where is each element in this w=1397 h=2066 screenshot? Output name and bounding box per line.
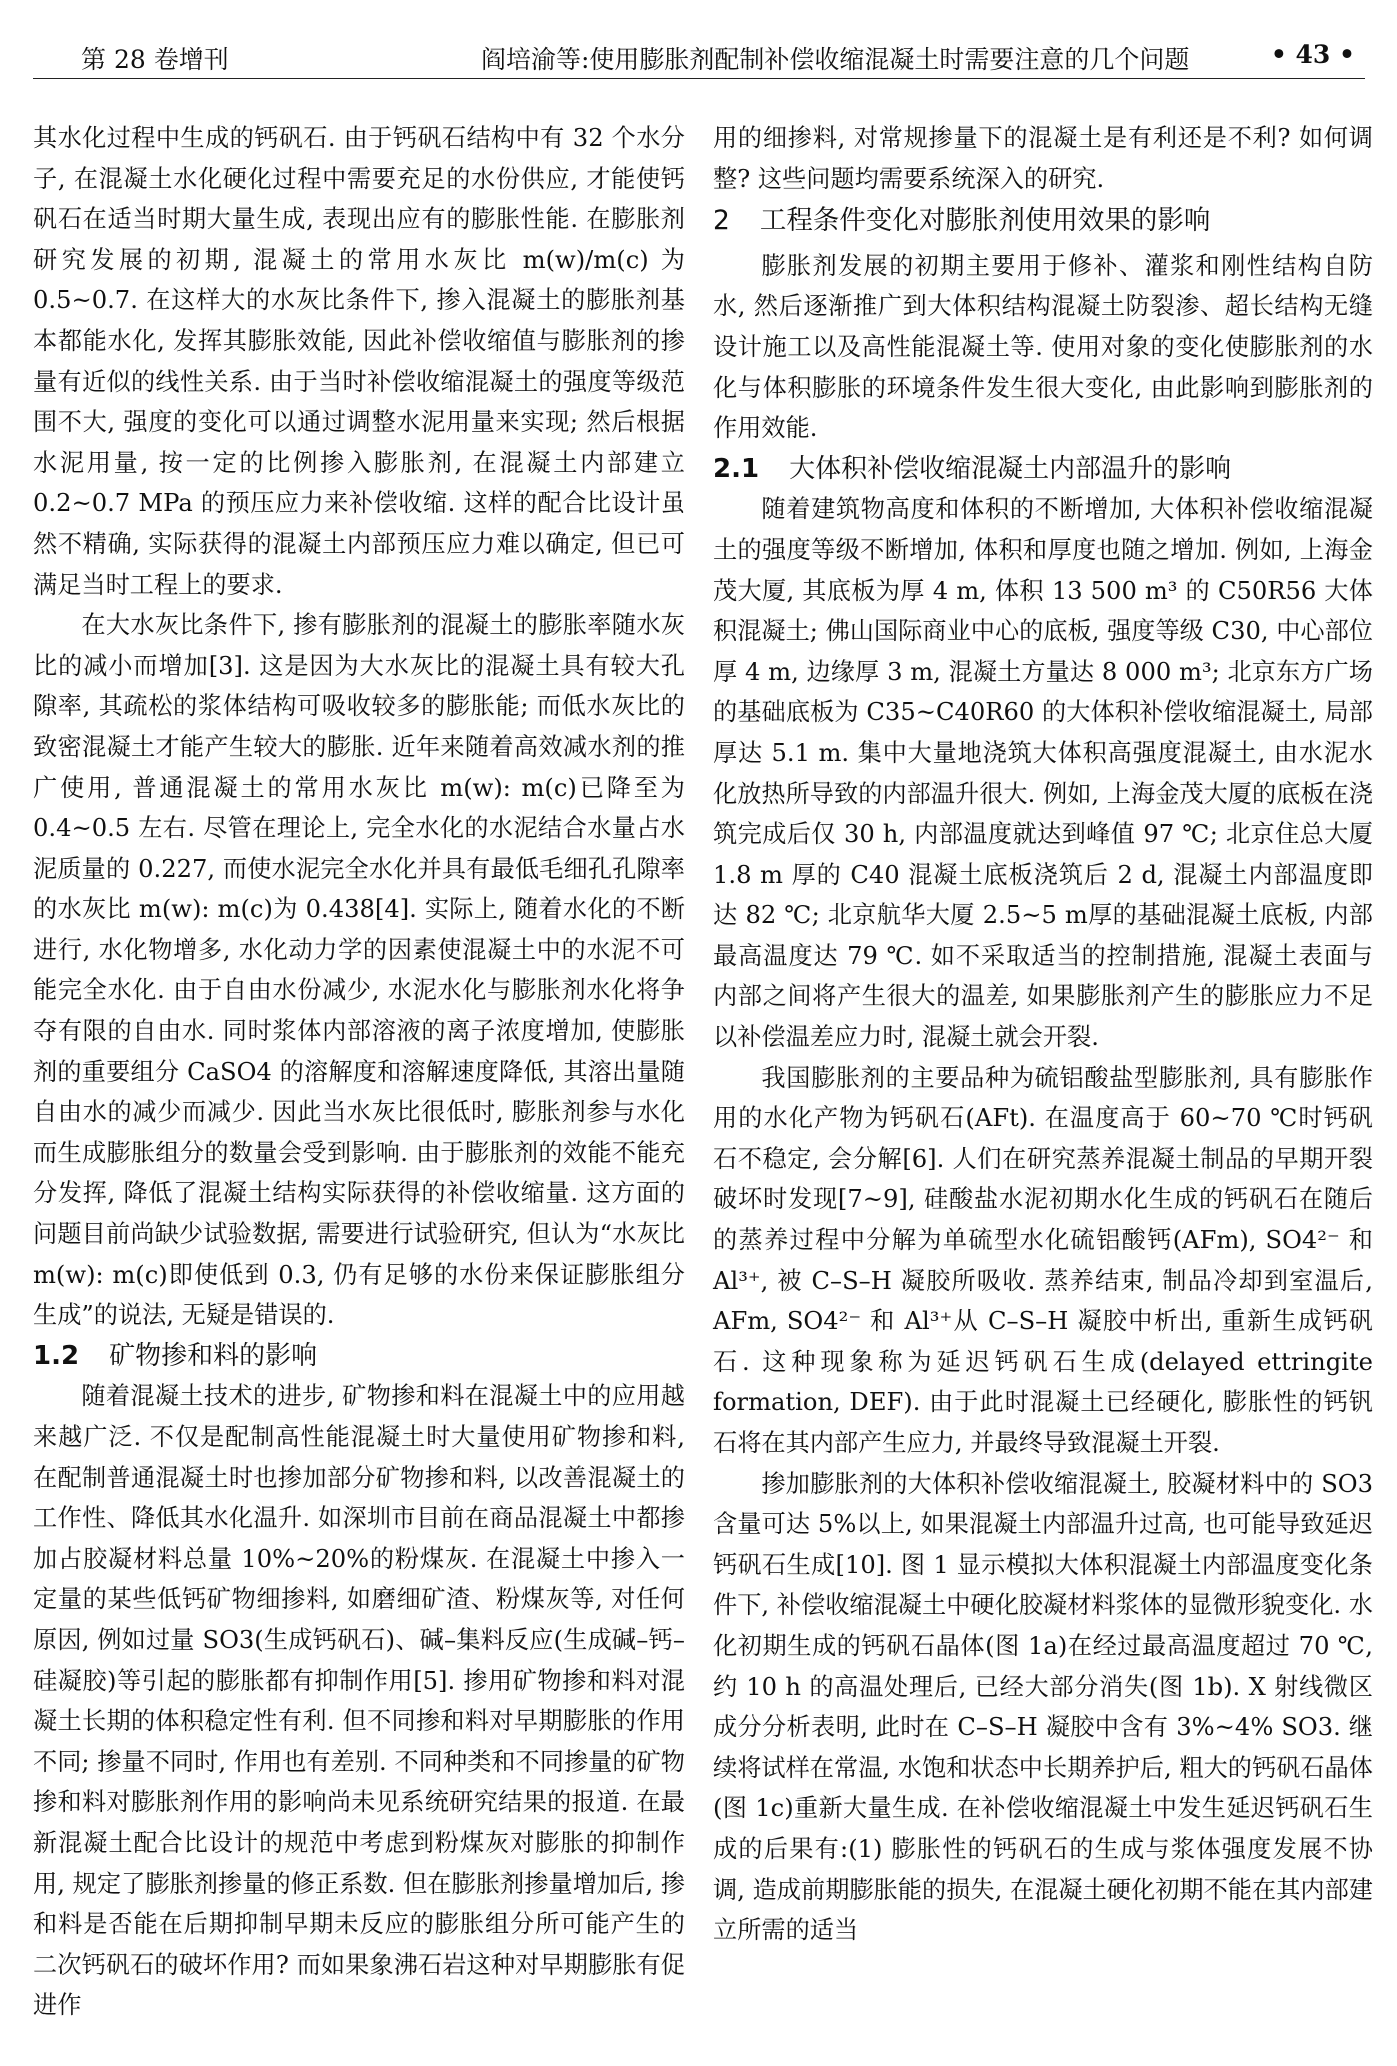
- section-number: 2: [713, 205, 730, 237]
- volume-label: 第 28 卷增刊: [81, 45, 229, 74]
- left-column: [33, 118, 685, 2026]
- paragraph: 掺加膨胀剂的大体积补偿收缩混凝土, 胶凝材料中的 SO3 含量可达 5%以上, 如果混凝土内部温升过高, 也可能导致延迟钙矾石生成[10]. 图 1 显示模拟大体积混凝土内部温度变化条件下, 补偿收缩混凝土中硬化胶凝材料浆体的显微形貌变化. 水化初期生成的钙矾石晶体(图 1a)在经过最高温度超过 70 ℃, 约 10 h 的高温处理后, 已经大部分消失(图 1b). X 射线微区成分分析表明, 此时在 C–S–H 凝胶中含有 3%~4% SO3. 继续将试样在常温, 水饱和状态中长期养护后, 粗大的钙矾石晶体(图 1c)重新大量生成. 在补偿收缩混凝土中发生延迟钙矾石生成的后果有:(1) 膨胀性的钙矾石的生成与浆体强度发展不协调, 造成前期膨胀能的损失, 在混凝土硬化初期不能在其内部建立所需的适当: [713, 1469, 1373, 1945]
- subsection-heading: [713, 449, 1373, 490]
- section-title: 工程条件变化对膨胀剂使用效果的影响: [759, 205, 1211, 237]
- paragraph: 用的细掺料, 对常规掺量下的混凝土是有利还是不利? 如何调整? 这些问题均需要系统深入的研究.: [713, 124, 1373, 193]
- section-title: 矿物掺和料的影响: [109, 1340, 318, 1371]
- section-number: 1.2: [33, 1340, 80, 1371]
- paragraph: 随着混凝土技术的进步, 矿物掺和料在混凝土中的应用越来越广泛. 不仅是配制高性能混凝土时大量使用矿物掺和料, 在配制普通混凝土时也掺加部分矿物掺和料, 以改善混凝土的工作性、降低其水化温升. 如深圳市目前在商品混凝土中都掺加占胶凝材料总量 10%~20%的粉煤灰. 在混凝土中掺入一定量的某些低钙矿物细掺料, 如磨细矿渣、粉煤灰等, 对任何原因, 例如过量 SO3(生成钙矾石)、碱–集料反应(生成碱–钙–硅凝胶)等引起的膨胀都有抑制作用[5]. 掺用矿物掺和料对混凝土长期的体积稳定性有利. 但不同掺和料对早期膨胀的作用不同; 掺量不同时, 作用也有差别. 不同种类和不同掺量的矿物掺和料对膨胀剂作用的影响尚未见系统研究结果的报道. 在最新混凝土配合比设计的规范中考虑到粉煤灰对膨胀的抑制作用, 规定了膨胀剂掺量的修正系数. 但在膨胀剂掺量增加后, 掺和料是否能在后期抑制早期未反应的膨胀组分所可能产生的二次钙矾石的破坏作用? 而如果象沸石岩这种对早期膨胀有促进作: [33, 1382, 685, 2020]
- paragraph: 在大水灰比条件下, 掺有膨胀剂的混凝土的膨胀率随水灰比的减小而增加[3]. 这是因为大水灰比的混凝土具有较大孔隙率, 其疏松的浆体结构可吸收较多的膨胀能; 而低水灰比的致密混凝土才能产生较大的膨胀. 近年来随着高效减水剂的推广使用, 普通混凝土的常用水灰比 m(w): m(c)已降至为 0.4~0.5 左右. 尽管在理论上, 完全水化的水泥结合水量占水泥质量的 0.227, 而使水泥完全水化并具有最低毛细孔孔隙率的水灰比 m(w): m(c)为 0.438[4]. 实际上, 随着水化的不断进行, 水化物增多, 水化动力学的因素使混凝土中的水泥不可能完全水化. 由于自由水份减少, 水泥水化与膨胀剂水化将争夺有限的自由水. 同时浆体内部溶液的离子浓度增加, 使膨胀剂的重要组分 CaSO4 的溶解度和溶解速度降低, 其溶出量随自由水的减少而减少. 因此当水灰比很低时, 膨胀剂参与水化而生成膨胀组分的数量会受到影响. 由于膨胀剂的效能不能充分发挥, 降低了混凝土结构实际获得的补偿收缩量. 这方面的问题目前尚缺少试验数据, 需要进行试验研究, 但认为“水灰比 m(w): m(c)即使低到 0.3, 仍有足够的水份来保证膨胀组分生成”的说法, 无疑是错误的.: [33, 611, 685, 1330]
- paragraph: 膨胀剂发展的初期主要用于修补、灌浆和刚性结构自防水, 然后逐渐推广到大体积结构混凝土防裂渗、超长结构无缝设计施工以及高性能混凝土等. 使用对象的变化使膨胀剂的水化与体积膨胀的环境条件发生很大变化, 由此影响到膨胀剂的作用效能.: [713, 251, 1373, 443]
- running-header: [33, 38, 1365, 79]
- running-title: 阎培渝等:使用膨胀剂配制补偿收缩混凝土时需要注意的几个问题: [481, 45, 1190, 74]
- subsection-title: 大体积补偿收缩混凝土内部温升的影响: [789, 453, 1232, 484]
- paragraph: 其水化过程中生成的钙矾石. 由于钙矾石结构中有 32 个水分子, 在混凝土水化硬化过程中需要充足的水份供应, 才能使钙矾石在适当时期大量生成, 表现出应有的膨胀性能. 在膨胀剂研究发展的初期, 混凝土的常用水灰比 m(w)/m(c) 为 0.5~0.7. 在这样大的水灰比条件下, 掺入混凝土的膨胀剂基本都能水化, 发挥其膨胀效能, 因此补偿收缩值与膨胀剂的掺量有近似的线性关系. 由于当时补偿收缩混凝土的强度等级范围不大, 强度的变化可以通过调整水泥用量来实现; 然后根据水泥用量, 按一定的比例掺入膨胀剂, 在混凝土内部建立 0.2~0.7 MPa 的预压应力来补偿收缩. 这样的配合比设计虽然不精确, 实际获得的混凝土内部预压应力难以确定, 但已可满足当时工程上的要求.: [33, 124, 685, 599]
- section-heading: [33, 1336, 685, 1377]
- section-heading: [713, 201, 1373, 242]
- paragraph: 我国膨胀剂的主要品种为硫铝酸盐型膨胀剂, 具有膨胀作用的水化产物为钙矾石(AFt). 在温度高于 60~70 ℃时钙矾石不稳定, 会分解[6]. 人们在研究蒸养混凝土制品的早期开裂破坏时发现[7~9], 硅酸盐水泥初期水化生成的钙矾石在随后的蒸养过程中分解为单硫型水化硫铝酸钙(AFm), SO4²⁻ 和 Al³⁺, 被 C–S–H 凝胶所吸收. 蒸养结束, 制品冷却到室温后, AFm, SO4²⁻ 和 Al³⁺从 C–S–H 凝胶中析出, 重新生成钙矾石. 这种现象称为延迟钙矾石生成(delayed ettringite formation, DEF). 由于此时混凝土已经硬化, 膨胀性的钙钒石将在其内部产生应力, 并最终导致混凝土开裂.: [713, 1063, 1373, 1457]
- right-column: [713, 118, 1373, 1951]
- paragraph: 随着建筑物高度和体积的不断增加, 大体积补偿收缩混凝土的强度等级不断增加, 体积和厚度也随之增加. 例如, 上海金茂大厦, 其底板为厚 4 m, 体积 13 500 m³ 的 C50R56 大体积混凝土; 佛山国际商业中心的底板, 强度等级 C30, 中心部位厚 4 m, 边缘厚 3 m, 混凝土方量达 8 000 m³; 北京东方广场的基础底板为 C35~C40R60 的大体积补偿收缩混凝土, 局部厚达 5.1 m. 集中大量地浇筑大体积高强度混凝土, 由水泥水化放热所导致的内部温升很大. 例如, 上海金茂大厦的底板在浇筑完成后仅 30 h, 内部温度就达到峰值 97 ℃; 北京住总大厦 1.8 m 厚的 C40 混凝土底板浇筑后 2 d, 混凝土内部温度即达 82 ℃; 北京航华大厦 2.5~5 m厚的基础混凝土底板, 内部最高温度达 79 ℃. 如不采取适当的控制措施, 混凝土表面与内部之间将产生很大的温差, 如果膨胀剂产生的膨胀应力不足以补偿温差应力时, 混凝土就会开裂.: [713, 495, 1373, 1052]
- page-number: • 43 •: [1270, 40, 1355, 69]
- subsection-number: 2.1: [713, 453, 760, 484]
